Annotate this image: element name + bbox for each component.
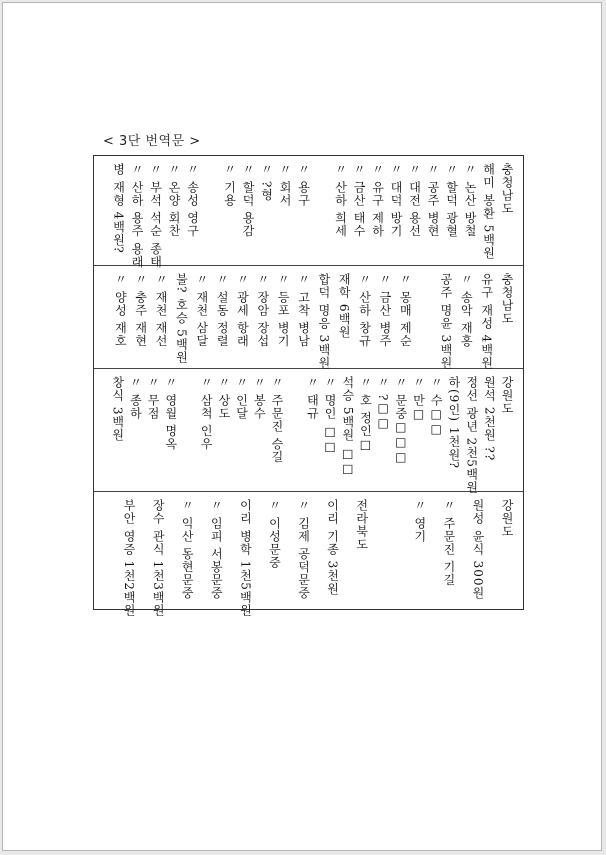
entry-column: 무점 〃 bbox=[146, 376, 161, 420]
entry-column: ?하(9인) 1천원 bbox=[446, 376, 461, 469]
entry-column: 불? 호승 5백원 bbox=[174, 273, 189, 364]
entry-column: 송성 영구 〃 bbox=[185, 163, 200, 238]
entry-column: 공주 명윤 3백원 bbox=[438, 273, 453, 370]
entry-column: 고착 병남 〃 bbox=[296, 273, 311, 348]
entry-column: 유구 제하 〃 bbox=[370, 163, 385, 238]
entry-column: 상도 〃 bbox=[216, 376, 231, 420]
entry-column: □□ 명인 〃 bbox=[323, 376, 338, 455]
entry-column: 삼척 인우 〃 bbox=[199, 376, 214, 451]
band-gangwon-jeonbuk bbox=[94, 492, 523, 617]
entry-column: 할덕 용감 〃 bbox=[241, 163, 255, 238]
entry-column: 유구 재성 4백원 bbox=[479, 273, 494, 370]
entry-column: ?? 원석 2천원 bbox=[482, 376, 497, 462]
entry-column: 주문진 기길 〃 bbox=[441, 499, 456, 587]
entry-column: 금산 병주 〃 bbox=[377, 273, 392, 348]
entry-column: 산하 희세 〃 bbox=[333, 163, 348, 238]
entry-column: 부석 석순 종태 〃 bbox=[148, 163, 163, 269]
entry-column: □□□문중 〃 bbox=[393, 376, 408, 465]
entry-column: 공주 병현 〃 bbox=[426, 163, 440, 238]
entry-column: 회서 〃 bbox=[278, 163, 292, 207]
entry-column: 이리 병학 1천5백원 bbox=[238, 499, 253, 617]
entry-column: 이리 기종 3천원 bbox=[325, 499, 340, 596]
entry-column: □□수 〃 bbox=[429, 376, 444, 437]
entry-column: 종하 〃 bbox=[128, 376, 143, 420]
entry-column: 봉수 〃 bbox=[252, 376, 267, 420]
entry-column: 영월 명옥 〃 bbox=[163, 376, 178, 451]
band-gangwon-1 bbox=[94, 369, 523, 492]
entry-column: 정선 광년 2천5백원 bbox=[464, 376, 479, 494]
entry-column: 광세 항래 〃 bbox=[235, 273, 250, 348]
entry-column: 설동 정렬 〃 bbox=[215, 273, 230, 348]
entry-column: □□ 석승 5백원 bbox=[340, 376, 355, 477]
entry-column: 이성문중 〃 bbox=[267, 499, 282, 569]
entry-column: 등포 병기 〃 bbox=[276, 273, 291, 348]
donation-table bbox=[93, 155, 524, 617]
entry-column: 산하 용주 용래 〃 bbox=[130, 163, 144, 269]
entry-column: 원성 윤식 300원 bbox=[470, 499, 485, 600]
entry-column: 익산 동현문중 〃 bbox=[180, 499, 195, 600]
entry-column: 장수 관식 1천3백원 bbox=[151, 499, 166, 617]
entry-column: 기용 〃 bbox=[222, 163, 237, 207]
entry-column: □만 〃 bbox=[411, 376, 426, 422]
entry-column: 금산 태수 〃 bbox=[352, 163, 366, 238]
entry-column: 충청남도 bbox=[500, 273, 514, 325]
entry-column: ?병 재형 4백원 bbox=[111, 163, 126, 254]
entry-column: 양성 재호 〃 bbox=[113, 273, 128, 348]
entry-column: 태규 〃 bbox=[305, 376, 320, 420]
entry-column: 충청남도 bbox=[500, 163, 514, 215]
entry-column: 형? 〃 bbox=[259, 163, 274, 202]
entry-column: 김제 공덕문중 〃 bbox=[296, 499, 311, 600]
entry-column: 용구 〃 bbox=[296, 163, 311, 207]
entry-column: 충주 재현 〃 bbox=[133, 273, 148, 348]
entry-column: 산하 창규 〃 bbox=[357, 273, 372, 348]
entry-column: 장암 장섭 〃 bbox=[255, 273, 270, 348]
entry-column: 주문진 승길 〃 bbox=[269, 376, 284, 464]
entry-column: 창식 3백원 bbox=[110, 376, 125, 442]
entry-column: 인달 〃 bbox=[234, 376, 249, 420]
entry-column: 임피 서봉문중 〃 bbox=[209, 499, 224, 600]
entry-column: 온양 회찬 〃 bbox=[167, 163, 181, 238]
entry-column: 전라북도 bbox=[354, 499, 369, 551]
entry-column: 할덕 광혈 〃 bbox=[444, 163, 459, 238]
entry-column: 몽매 제순 〃 bbox=[398, 273, 413, 348]
entry-column: 대덕 방기 〃 bbox=[389, 163, 403, 238]
entry-column: 강원도 bbox=[500, 499, 514, 538]
band-chungcheong-1 bbox=[94, 156, 523, 269]
entry-column: 부안 영증 1천2백원 bbox=[122, 499, 137, 617]
entry-column: 재천 삼달 〃 bbox=[194, 273, 209, 348]
section-heading: < 3단 번역문 > bbox=[103, 134, 201, 149]
entry-column: 송악 재홍 〃 bbox=[459, 273, 474, 348]
entry-column: 강원도 bbox=[500, 376, 514, 415]
band-chungcheong-2 bbox=[94, 266, 523, 369]
entry-column: 재학 6백원 bbox=[337, 273, 352, 339]
entry-column: □□? 〃 bbox=[376, 376, 391, 432]
document-page bbox=[2, 2, 602, 851]
entry-column: 영기 〃 bbox=[412, 499, 427, 543]
entry-column: 대전 용선 〃 bbox=[407, 163, 422, 238]
entry-column: 논산 방철 〃 bbox=[463, 163, 477, 238]
entry-column: 해미 봉환 5백원 bbox=[481, 163, 496, 260]
entry-column: 재천 재선 〃 bbox=[154, 273, 169, 348]
entry-column: □호 정인 〃 bbox=[358, 376, 373, 453]
entry-column: 합덕 명응 3백원 bbox=[316, 273, 331, 370]
